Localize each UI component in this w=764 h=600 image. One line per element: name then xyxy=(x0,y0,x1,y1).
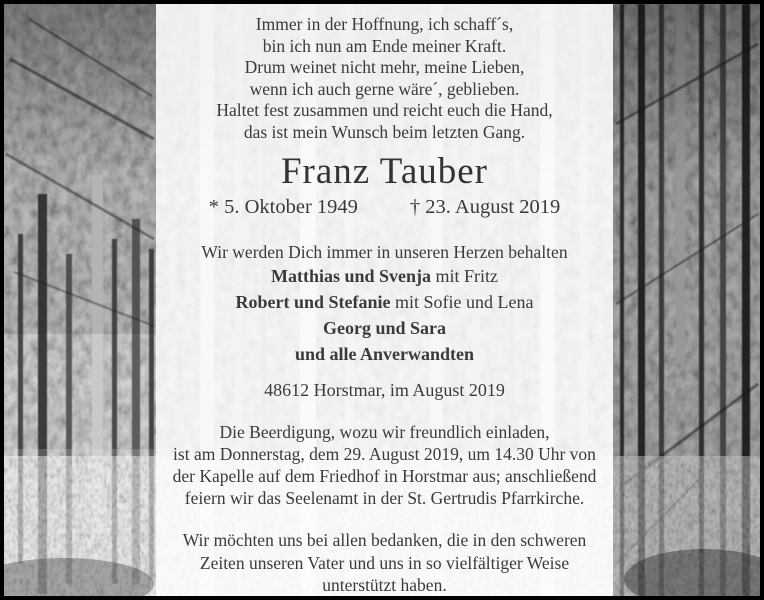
mourner-line xyxy=(156,315,613,341)
notice-panel xyxy=(156,4,613,596)
remembrance-line: Wir werden Dich immer in unseren Herzen behalten xyxy=(201,242,568,263)
thanks-line: unterstützt haben. xyxy=(322,575,447,596)
mourner-suffix: mit Sofie und Lena xyxy=(390,292,534,313)
life-dates xyxy=(156,196,613,219)
funeral-line: feiern wir das Seelenamt in der St. Gertrudis Pfarrkirche. xyxy=(184,487,585,508)
mourner-names: Robert und Stefanie xyxy=(235,292,391,313)
mourner-names: Matthias und Svenja xyxy=(270,266,432,287)
poem-line: wenn ich auch gerne wäre´, geblieben. xyxy=(249,78,520,99)
place-date-line: 48612 Horstmar, im August 2019 xyxy=(264,380,505,401)
poem-line: bin ich nun am Ende meiner Kraft. xyxy=(262,35,507,56)
funeral-line: ist am Donnerstag, dem 29. August 2019, um 14.30 Uhr von xyxy=(173,443,596,464)
death-date: † 23. August 2019 xyxy=(409,196,561,219)
mourner-names: Georg und Sara xyxy=(322,318,446,339)
mourner-suffix: mit Fritz xyxy=(431,266,499,287)
mourner-line xyxy=(156,289,613,315)
thanks-note xyxy=(156,529,613,596)
funeral-line: der Kapelle auf dem Friedhof in Horstmar aus; anschließend xyxy=(172,465,597,486)
poem-line: Haltet fest zusammen und reicht euch die Hand, xyxy=(216,100,553,121)
poem-line: Drum weinet nicht mehr, meine Lieben, xyxy=(244,57,525,78)
funeral-info xyxy=(156,422,613,509)
deceased-name: Franz Tauber xyxy=(280,150,488,192)
funeral-line: Die Beerdigung, wozu wir freundlich einladen, xyxy=(219,422,550,443)
poem xyxy=(156,14,613,144)
mourners-list xyxy=(156,263,613,367)
mourner-names: und alle Anverwandten xyxy=(294,344,475,365)
birth-date: * 5. Oktober 1949 xyxy=(208,196,358,219)
thanks-line: Zeiten unseren Vater und uns in so vielfältiger Weise xyxy=(199,552,570,573)
mourner-line xyxy=(156,263,613,289)
thanks-line: Wir möchten uns bei allen bedanken, die in den schweren xyxy=(182,530,587,551)
poem-line: Immer in der Hoffnung, ich schaff´s, xyxy=(255,14,514,34)
mourner-line xyxy=(156,341,613,367)
poem-line: das ist mein Wunsch beim letzten Gang. xyxy=(243,121,526,142)
